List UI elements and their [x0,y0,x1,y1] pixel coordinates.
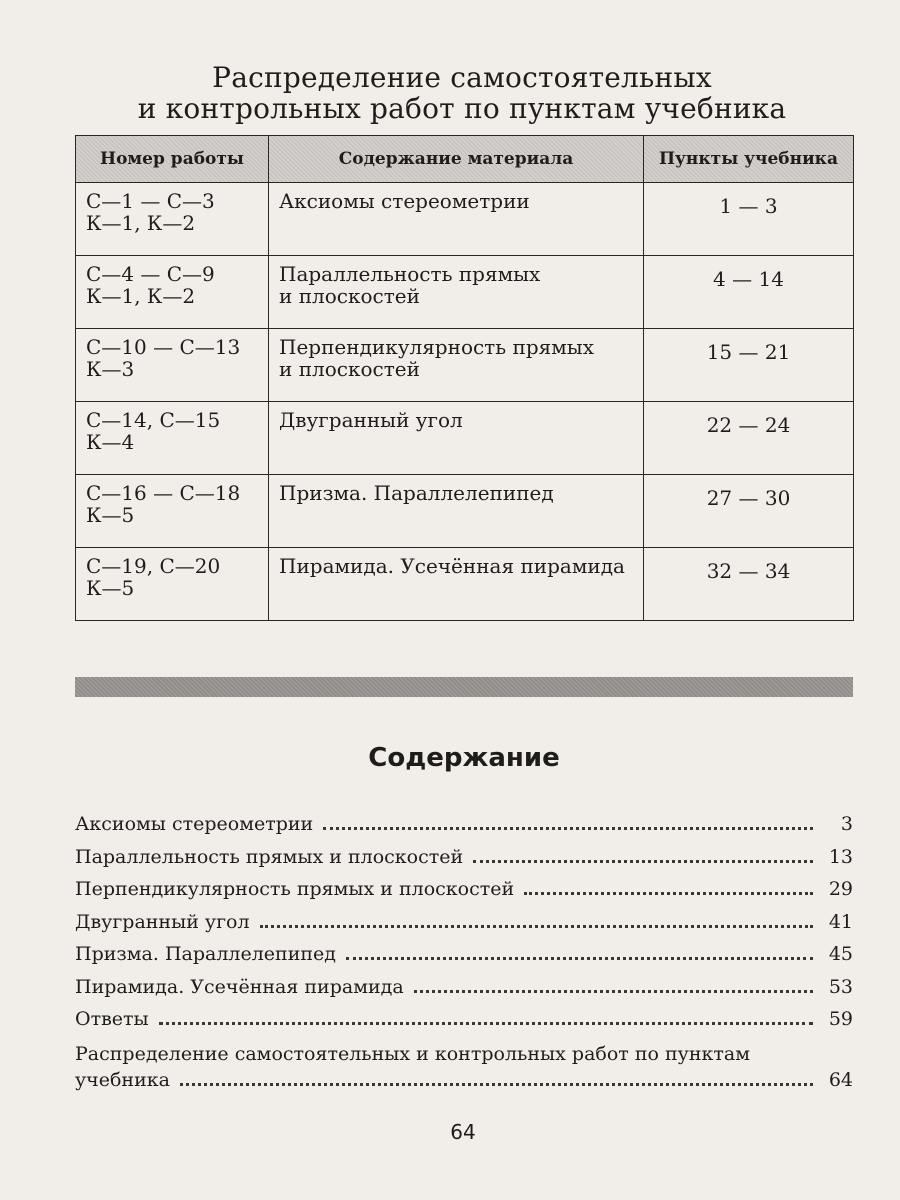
dot-leader [323,827,813,830]
work-line: С—10 — С—13 [86,335,241,359]
toc-entry-page: 64 [828,1068,853,1091]
distribution-table [75,135,854,621]
work-cell [76,329,269,402]
work-cell [76,256,269,329]
table-row [76,548,854,621]
topic-cell [269,256,644,329]
toc-entry-page: 13 [828,845,853,868]
toc-entry[interactable] [75,846,853,879]
toc-entry-title: Параллельность прямых и плоскостей [75,845,464,868]
work-line: С—14, С—15 [86,408,221,432]
work-line: К—5 [86,503,135,527]
toc-entry-title: Двугранный угол [75,910,250,933]
table-of-contents [75,813,853,1091]
sections-cell: 22 — 24 [644,402,854,475]
topic-line: Аксиомы стереометрии [279,189,530,213]
table-row [76,329,854,402]
topic-line: и плоскостей [279,284,420,308]
dot-leader [473,860,813,863]
toc-entry-title: Перпендикулярность прямых и плоскостей [75,878,515,900]
work-cell [76,402,269,475]
table-row [76,402,854,475]
work-cell [76,475,269,548]
toc-entry-page: 29 [828,878,853,900]
topic-line: Призма. Параллелепипед [279,481,554,505]
work-line: К—4 [86,430,135,454]
toc-entry[interactable] [75,1043,853,1091]
toc-entry[interactable] [75,911,853,944]
work-line: К—5 [86,576,135,600]
topic-cell [269,402,644,475]
dot-leader [414,990,813,993]
toc-entry-title-continued: учебника [75,1068,170,1091]
dot-leader [524,892,813,895]
topic-line: и плоскостей [279,357,420,381]
sections-cell: 32 — 34 [644,548,854,621]
toc-entry-page: 45 [828,943,853,965]
sections-cell: 27 — 30 [644,475,854,548]
toc-entry-title: Пирамида. Усечённая пирамида [75,975,404,998]
work-line: С—19, С—20 [86,554,221,578]
toc-entry[interactable] [75,878,853,911]
toc-entry[interactable] [75,976,853,1009]
toc-entry-page: 59 [828,1008,853,1030]
dot-leader [346,957,813,960]
work-line: С—1 — С—3 [86,189,215,213]
dot-leader [260,925,813,928]
work-cell [76,548,269,621]
contents-title: Содержание [368,743,560,773]
page-title [0,62,900,124]
work-line: К—1, К—2 [86,284,196,308]
toc-entry-title: Ответы [75,1008,149,1030]
topic-line: Параллельность прямых [279,262,541,286]
work-line: С—16 — С—18 [86,481,241,505]
table-row [76,183,854,256]
toc-entry[interactable] [75,813,853,846]
title-line-2: и контрольных работ по пунктам учебника [137,92,787,125]
toc-entry[interactable] [75,943,853,976]
toc-entry-page: 3 [840,813,853,835]
sections-cell: 1 — 3 [644,183,854,256]
column-header-sections: Пункты учебника [644,136,854,183]
column-header-content: Содержание материала [269,136,644,183]
toc-entry[interactable] [75,1008,853,1041]
work-cell [76,183,269,256]
toc-entry-page: 53 [828,975,853,998]
toc-entry-title: Призма. Параллелепипед [75,943,336,965]
sections-cell: 15 — 21 [644,329,854,402]
toc-entry-title: Распределение самостоятельных и контрольных работ по пунктам [75,1042,750,1065]
table-row [76,475,854,548]
title-line-1: Распределение самостоятельных [212,61,712,94]
work-line: К—1, К—2 [86,211,196,235]
work-line: С—4 — С—9 [86,262,215,286]
section-divider-band [75,677,853,697]
toc-entry-title: Аксиомы стереометрии [75,813,314,835]
sections-cell: 4 — 14 [644,256,854,329]
toc-entry-page: 41 [828,910,853,933]
topic-line: Пирамида. Усечённая пирамида [279,554,625,578]
dot-leader [159,1022,813,1025]
work-line: К—3 [86,357,135,381]
topic-cell [269,548,644,621]
dot-leader [180,1083,813,1086]
page-number: 64 [450,1120,476,1144]
topic-cell [269,329,644,402]
column-header-work: Номер работы [76,136,269,183]
topic-cell [269,183,644,256]
topic-line: Двугранный угол [279,408,463,432]
table-header-row [76,136,854,183]
topic-line: Перпендикулярность прямых [279,335,594,359]
topic-cell [269,475,644,548]
table-row [76,256,854,329]
